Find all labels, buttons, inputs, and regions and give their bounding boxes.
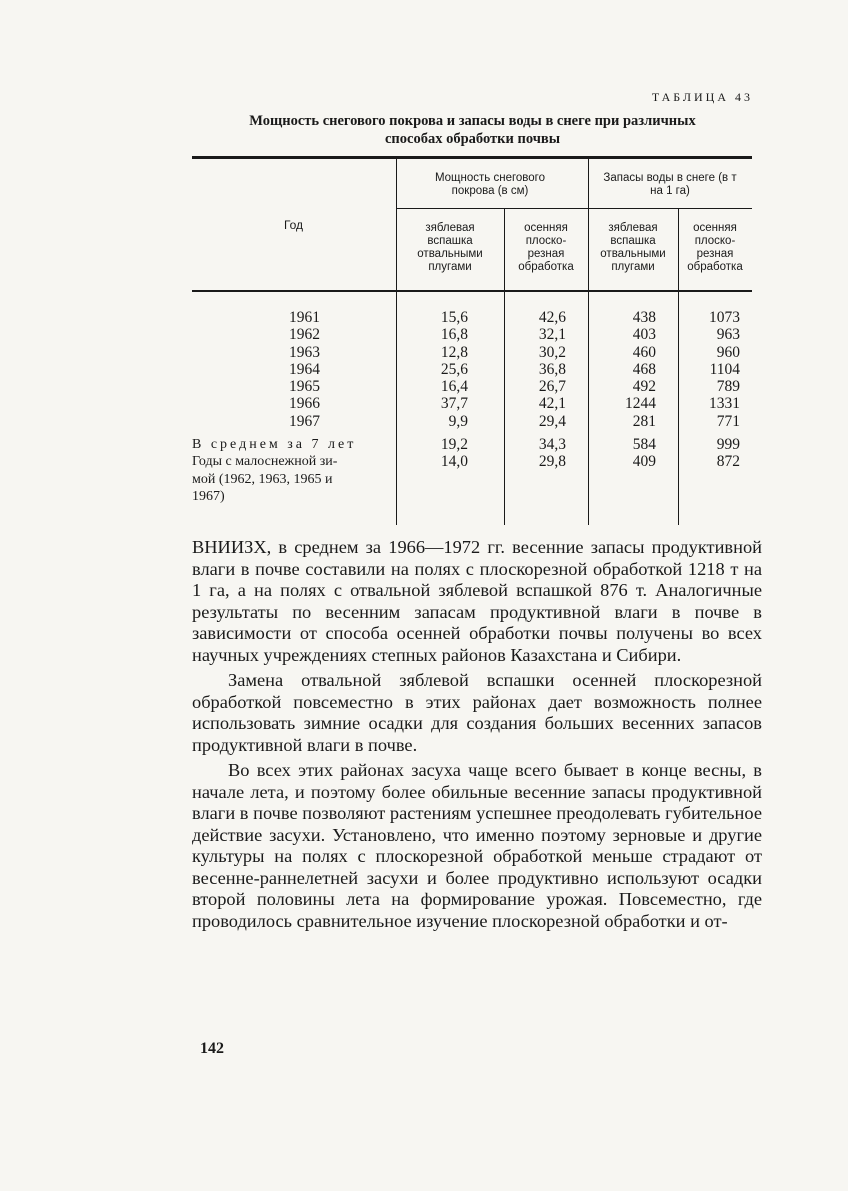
year-column-header: Год [283, 218, 304, 232]
table-cell: 771 [716, 412, 740, 430]
year-cell: 1961 [289, 309, 320, 326]
table-cell: 19,2 [440, 436, 468, 453]
table-cell: 32,1 [538, 326, 566, 344]
header-sub-rule [396, 208, 752, 209]
table-cell: 12,8 [440, 343, 468, 361]
water-plow-column [608, 309, 656, 430]
table-cell: 872 [716, 453, 740, 471]
table-cell: 438 [632, 309, 656, 326]
summary-snow-depth-plow [420, 436, 468, 471]
table-cell: 30,2 [538, 343, 566, 361]
table-cell: 37,7 [440, 395, 468, 413]
header-bottom-rule [192, 290, 752, 292]
table-cell: 999 [716, 436, 740, 453]
table-cell: 281 [632, 412, 656, 430]
table-cell: 25,6 [440, 360, 468, 378]
table-cell: 1331 [709, 395, 740, 413]
years-column [270, 309, 320, 430]
table-cell: 492 [632, 378, 656, 396]
table-cell: 1104 [709, 360, 740, 378]
table-cell: 460 [632, 343, 656, 361]
summary-snow-depth-flat [524, 436, 566, 471]
column-divider [588, 159, 589, 525]
water-flat-column [700, 309, 740, 430]
year-cell: 1965 [289, 378, 320, 396]
table-cell: 42,1 [538, 395, 566, 413]
year-cell: 1967 [289, 412, 320, 430]
snow-depth-plow-column [420, 309, 468, 430]
water-reserve-group-header: Запасы воды в снеге (в т на 1 га) [603, 172, 737, 197]
summary-row-labels [192, 436, 397, 505]
page-number: 142 [200, 1040, 224, 1057]
year-cell: 1962 [289, 326, 320, 344]
table-cell: 36,8 [538, 360, 566, 378]
summary-water-plow [608, 436, 656, 471]
average-row-label: В среднем за 7 лет [192, 437, 357, 452]
snow-depth-group-header: Мощность снегового покрова (в см) [434, 172, 546, 197]
body-text [192, 537, 762, 936]
year-cell: 1964 [289, 360, 320, 378]
table-cell: 403 [632, 326, 656, 344]
table-cell: 409 [632, 453, 656, 471]
table-cell: 15,6 [440, 309, 468, 326]
summary-water-flat [700, 436, 740, 471]
table-cell: 29,8 [538, 453, 566, 471]
table-cell: 960 [716, 343, 740, 361]
table-top-rule [192, 156, 752, 159]
table-title-line-2: способах обработки почвы [384, 131, 561, 147]
subheader-water-flat: осенняя плоско- резная обработка [687, 222, 743, 273]
table-cell: 468 [632, 360, 656, 378]
table-cell: 14,0 [440, 453, 468, 471]
table-cell: 16,8 [440, 326, 468, 344]
paragraph: Замена отвальной зяблевой вспашки осенней плоскорезной обработкой повсеместно в этих районах дает возможность полнее использовать зимние осадки для создания больших весенних запасов продуктивной влаги в почве. [192, 670, 762, 755]
table-cell: 963 [716, 326, 740, 344]
table-cell: 26,7 [538, 378, 566, 396]
table-cell: 584 [632, 436, 656, 453]
year-cell: 1963 [289, 343, 320, 361]
table-label: ТАБЛИЦА 43 [651, 90, 753, 104]
subheader-snow-flat: осенняя плоско- резная обработка [518, 222, 574, 273]
table-cell: 9,9 [448, 412, 468, 430]
table-cell: 42,6 [538, 309, 566, 326]
table-title-line-1: Мощность снегового покрова и запасы воды в снеге при различных [249, 113, 696, 129]
paragraph: ВНИИЗХ, в среднем за 1966—1972 гг. весенние запасы продуктивной влаги в почве составили на полях с плоскорезной обработкой 1218 т на 1 га, а на полях с отвальной зяблевой вспашкой 876 т. Аналогичные результаты по весенним запасам продуктивной влаги в почве в зависимости от способа осенней обработки почвы получены во всех научных учреждениях степных районов Казахстана и Сибири. [192, 537, 762, 665]
table-cell: 1073 [709, 309, 740, 326]
snow-depth-flat-column [524, 309, 566, 430]
low-snow-row-label: Годы с малоснежной зи- мой (1962, 1963, 1965 и 1967) [192, 454, 338, 504]
table-title [185, 112, 760, 148]
table-cell: 789 [716, 378, 740, 396]
paragraph: Во всех этих районах засуха чаще всего бывает в конце весны, в начале лета, и поэтому более обильные весенние запасы продуктивной влаги в почве позволяют растениям успешнее преодолевать губительное действие засухи. Установлено, что именно поэтому зерновые и другие культуры на полях с плоскорезной обработкой меньше страдают от весенне-раннелетней засухи и более продуктивно используют осадки второй половины лета на формирование урожая. Повсеместно, где проводилось сравнительное изучение плоскорезной обработки и от- [192, 760, 762, 931]
subheader-water-plow: зяблевая вспашка отвальными плугами [600, 222, 666, 273]
year-cell: 1966 [289, 395, 320, 413]
table-cell: 34,3 [538, 436, 566, 453]
subheader-snow-plow: зяблевая вспашка отвальными плугами [417, 222, 483, 273]
table-cell: 1244 [625, 395, 656, 413]
table-cell: 16,4 [440, 378, 468, 396]
table-cell: 29,4 [538, 412, 566, 430]
